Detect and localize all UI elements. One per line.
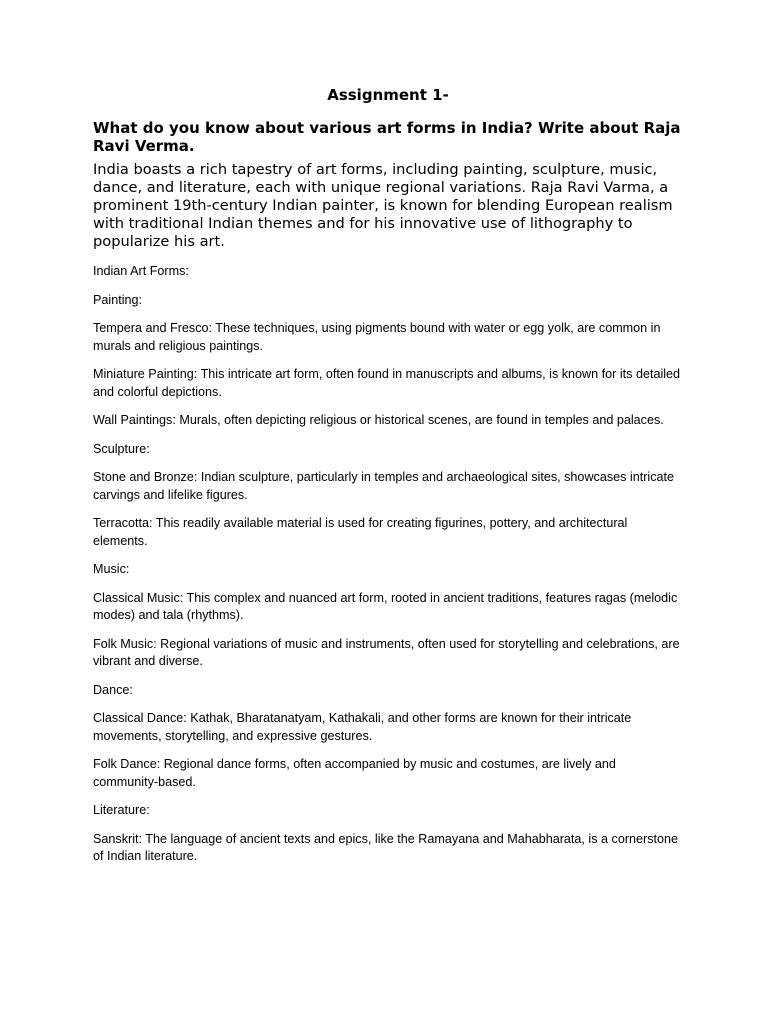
heading-literature: Literature: [93, 803, 150, 817]
paragraph-classical-music: Classical Music: This complex and nuanced art form, rooted in ancient traditions, features ragas (melodic modes) and tala (rhythms). [93, 590, 678, 622]
paragraph-stone-bronze: Stone and Bronze: Indian sculpture, particularly in temples and archaeological sites, showcases intricate carvings and lifelike figures. [93, 470, 675, 502]
paragraph-wall-paintings: Wall Paintings: Murals, often depicting religious or historical scenes, are found in temples and palaces. [93, 413, 664, 427]
paragraph-terracotta: Terracotta: This readily available material is used for creating figurines, pottery, and architectural elements. [93, 516, 628, 548]
assignment-question: What do you know about various art forms in India? Write about Raja Ravi Verma. [93, 119, 681, 155]
paragraph-folk-dance: Folk Dance: Regional dance forms, often accompanied by music and costumes, are lively and community-based. [93, 757, 616, 789]
paragraph-miniature-painting: Miniature Painting: This intricate art form, often found in manuscripts and albums, is known for its detailed and colorful depictions. [93, 367, 681, 399]
document-title: Assignment 1- [327, 86, 449, 104]
heading-sculpture: Sculpture: [93, 441, 150, 456]
heading-painting: Painting: [93, 292, 143, 307]
heading-indian-art-forms: Indian Art Forms: [93, 264, 189, 278]
document-page [93, 84, 683, 877]
paragraph-sanskrit: Sanskrit: The language of ancient texts and epics, like the Ramayana and Mahabharata, is a cornerstone of Indian literature. [93, 831, 679, 863]
paragraph-classical-dance: Classical Dance: Kathak, Bharatanatyam, Kathakali, and other forms are known for their intricate movements, storytelling, and expressive gestures. [93, 711, 632, 743]
heading-music: Music: [93, 562, 130, 576]
paragraph-folk-music: Folk Music: Regional variations of music and instruments, often used for storytelling and celebrations, are vibrant and diverse. [93, 636, 680, 668]
paragraph-tempera-fresco: Tempera and Fresco: These techniques, using pigments bound with water or egg yolk, are common in murals and religious paintings. [93, 321, 661, 353]
intro-paragraph: India boasts a rich tapestry of art forms, including painting, sculpture, music, dance, and literature, each with unique regional variations. Raja Ravi Varma, a prominent 19th-century Indian painter, is known for blending European realism with traditional Indian themes and for his innovative use of lithography to popularize his art. [93, 161, 673, 250]
heading-dance: Dance: [93, 682, 133, 697]
